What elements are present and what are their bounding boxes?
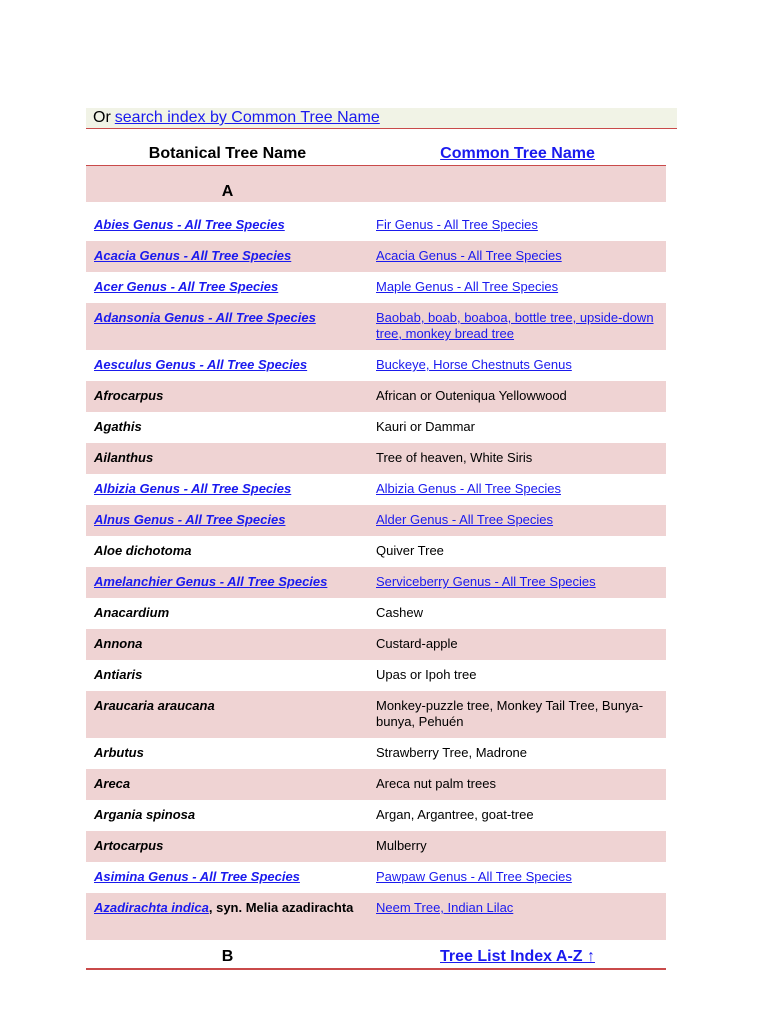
table-row	[86, 769, 666, 800]
table-row	[86, 241, 666, 272]
common-name-link[interactable]: Acacia Genus - All Tree Species	[376, 248, 562, 263]
botanical-name-header: Botanical Tree Name	[148, 145, 307, 162]
botanical-name-cell	[94, 217, 364, 233]
botanical-name-cell	[94, 838, 364, 854]
botanical-name: Annona	[94, 636, 143, 651]
botanical-name-cell	[94, 605, 364, 621]
botanical-name-cell	[94, 869, 364, 885]
common-name: Areca nut palm trees	[376, 776, 496, 791]
table-row	[86, 738, 666, 769]
table-row	[86, 800, 666, 831]
table-row	[86, 474, 666, 505]
common-name-link[interactable]: Serviceberry Genus - All Tree Species	[376, 574, 596, 589]
common-name: Cashew	[376, 605, 423, 620]
section-letter-row	[86, 166, 666, 202]
botanical-name: Argania spinosa	[94, 807, 196, 822]
botanical-name-cell	[94, 481, 364, 497]
botanical-name-link[interactable]: Acer Genus - All Tree Species	[94, 279, 279, 294]
botanical-name-cell	[94, 900, 364, 916]
botanical-name-cell	[94, 248, 364, 264]
botanical-synonym: , syn. Melia azadirachta	[208, 900, 354, 915]
common-name-link[interactable]: Baobab, boab, boaboa, bottle tree, upside-down tree, monkey bread tree	[376, 310, 654, 341]
tree-table	[86, 210, 666, 940]
table-row	[86, 567, 666, 598]
botanical-name-link[interactable]: Albizia Genus - All Tree Species	[94, 481, 292, 496]
botanical-name-cell	[94, 776, 364, 792]
botanical-name: Aloe dichotoma	[94, 543, 192, 558]
common-name-header-link[interactable]: Common Tree Name	[440, 145, 595, 162]
common-name: Quiver Tree	[376, 543, 444, 558]
common-name-link[interactable]: Fir Genus - All Tree Species	[376, 217, 538, 232]
table-row	[86, 831, 666, 862]
search-bar	[86, 108, 677, 129]
common-name-link[interactable]: Alder Genus - All Tree Species	[376, 512, 554, 527]
botanical-name: Agathis	[94, 419, 142, 434]
next-section-letter: B	[221, 948, 234, 965]
botanical-name: Areca	[94, 776, 131, 791]
botanical-name-link[interactable]: Azadirachta indica	[94, 900, 209, 915]
botanical-name-link[interactable]: Amelanchier Genus - All Tree Species	[94, 574, 328, 589]
botanical-name-cell	[94, 636, 364, 652]
table-row	[86, 862, 666, 893]
table-row	[86, 691, 666, 738]
common-name: Kauri or Dammar	[376, 419, 475, 434]
botanical-name-cell	[94, 543, 364, 559]
botanical-name-cell	[94, 807, 364, 823]
botanical-name: Araucaria araucana	[94, 698, 215, 713]
common-name: Monkey-puzzle tree, Monkey Tail Tree, Bunya-bunya, Pehuén	[376, 698, 644, 729]
botanical-name-cell	[94, 419, 364, 435]
common-name: Strawberry Tree, Madrone	[376, 745, 528, 760]
common-name: Argan, Argantree, goat-tree	[376, 807, 534, 822]
botanical-name-cell	[94, 512, 364, 528]
botanical-name-cell	[94, 698, 364, 714]
table-row	[86, 443, 666, 474]
table-row	[86, 598, 666, 629]
botanical-name-link[interactable]: Aesculus Genus - All Tree Species	[94, 357, 308, 372]
botanical-name: Artocarpus	[94, 838, 164, 853]
botanical-name-cell	[94, 388, 364, 404]
botanical-name-cell	[94, 745, 364, 761]
common-name-link[interactable]: Pawpaw Genus - All Tree Species	[376, 869, 572, 884]
table-row	[86, 350, 666, 381]
common-name: Tree of heaven, White Siris	[376, 450, 533, 465]
common-name: Mulberry	[376, 838, 427, 853]
table-row	[86, 629, 666, 660]
table-row	[86, 505, 666, 536]
botanical-name: Antiaris	[94, 667, 143, 682]
table-row	[86, 893, 666, 940]
section-letter: A	[221, 183, 234, 200]
botanical-name-link[interactable]: Adansonia Genus - All Tree Species	[94, 310, 316, 325]
botanical-name-link[interactable]: Asimina Genus - All Tree Species	[94, 869, 300, 884]
botanical-name-link[interactable]: Alnus Genus - All Tree Species	[94, 512, 286, 527]
search-prefix: Or	[93, 109, 111, 126]
botanical-name-link[interactable]: Abies Genus - All Tree Species	[94, 217, 285, 232]
common-name-link[interactable]: Buckeye, Horse Chestnuts Genus	[376, 357, 572, 372]
table-row	[86, 536, 666, 567]
table-row	[86, 381, 666, 412]
common-name: Upas or Ipoh tree	[376, 667, 477, 682]
botanical-name: Ailanthus	[94, 450, 154, 465]
common-name-link[interactable]: Neem Tree, Indian Lilac	[376, 900, 514, 915]
table-row	[86, 303, 666, 350]
table-row	[86, 272, 666, 303]
botanical-name-cell	[94, 450, 364, 466]
common-name-link[interactable]: Maple Genus - All Tree Species	[376, 279, 559, 294]
botanical-name-cell	[94, 667, 364, 683]
botanical-name-cell	[94, 574, 364, 590]
tree-index-link[interactable]: Tree List Index A-Z ↑	[440, 948, 595, 965]
botanical-name: Arbutus	[94, 745, 144, 760]
botanical-name: Afrocarpus	[94, 388, 164, 403]
botanical-name-cell	[94, 310, 364, 326]
table-row	[86, 412, 666, 443]
table-header	[86, 140, 666, 166]
search-common-name-link[interactable]: search index by Common Tree Name	[114, 109, 380, 126]
table-row	[86, 210, 666, 241]
botanical-name-link[interactable]: Acacia Genus - All Tree Species	[94, 248, 292, 263]
common-name: Custard-apple	[376, 636, 458, 651]
table-footer	[86, 944, 666, 970]
common-name: African or Outeniqua Yellowwood	[376, 388, 567, 403]
common-name-link[interactable]: Albizia Genus - All Tree Species	[376, 481, 561, 496]
botanical-name-cell	[94, 357, 364, 373]
table-row	[86, 660, 666, 691]
botanical-name-cell	[94, 279, 364, 295]
botanical-name: Anacardium	[94, 605, 170, 620]
